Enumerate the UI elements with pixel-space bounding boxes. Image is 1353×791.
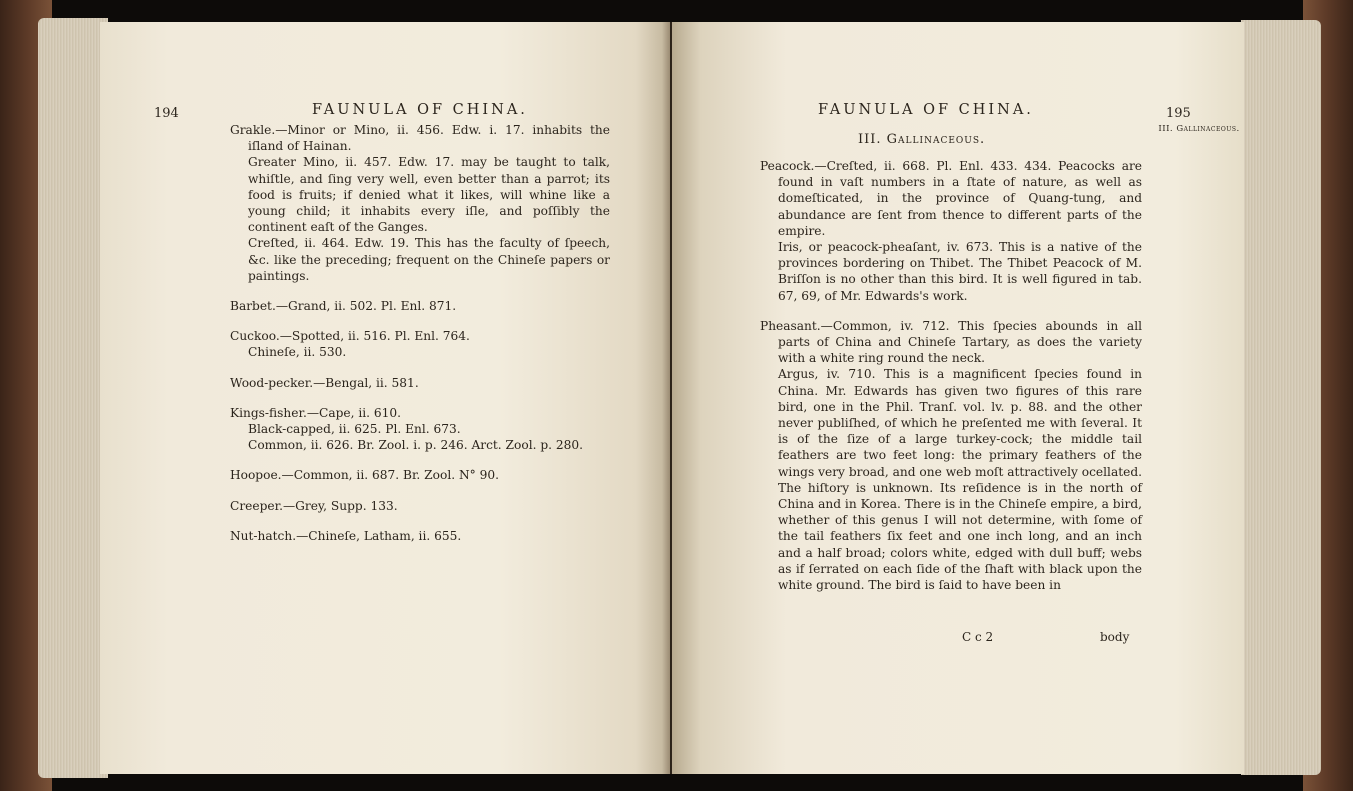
- left_page-paragraph: Grakle.—Minor or Mino, ii. 456. Edw. i. 17. inhabits the iſland of Hainan.: [230, 123, 610, 154]
- right_page-paragraph: Pheasant.—Common, iv. 712. This ſpecies abounds in all parts of China and Chineſe Tartary, as does the variety with a white ring round the neck.: [760, 318, 1142, 366]
- left-page-number: 194: [154, 106, 179, 121]
- right-text-column: [760, 158, 1142, 593]
- left-text-column: [230, 122, 610, 544]
- left-running-header: FAUNULA OF CHINA.: [312, 102, 528, 118]
- left_page-paragraph: Creſted, ii. 464. Edw. 19. This has the faculty of ſpeech, &c. like the preceding; frequent on the Chineſe papers or paintings.: [248, 236, 610, 283]
- left_page-paragraph: Chineſe, ii. 530.: [248, 345, 347, 360]
- left_page-paragraph: Black-capped, ii. 625. Pl. Enl. 673.: [248, 422, 461, 437]
- left_page-paragraph: Barbet.—Grand, ii. 502. Pl. Enl. 871.: [230, 299, 457, 314]
- left_page-paragraph: Nut-hatch.—Chineſe, Latham, ii. 655.: [230, 528, 462, 543]
- left_page-paragraph: Creeper.—Grey, Supp. 133.: [230, 498, 398, 513]
- left_page-paragraph: Hoopoe.—Common, ii. 687. Br. Zool. N° 90.: [230, 468, 499, 483]
- left_page-paragraph: Greater Mino, ii. 457. Edw. 17. may be taught to talk, whiſtle, and ſing very well, even better than a parrot; its food is fruits; if denied what it likes, will whine like a young child; it inhabits every iſle, and poſſibly the continent eaſt of the Ganges.: [248, 155, 610, 235]
- signature-mark: C c 2: [962, 630, 994, 644]
- right-page: [672, 22, 1244, 774]
- right_page-paragraph: Argus, iv. 710. This is a magnificent ſpecies found in China. Mr. Edwards has given two figures of this rare bird, one in the Phil. Tranſ. vol. lv. p. 88. and the other never publiſhed, of which he preſented me with ſeveral. It is of the ſize of a large turkey-cock; the middle tail feathers are two feet long: the primary feathers of the wings very broad, and one web moſt attractively ocellated. The hiſtory is unknown. Its reſidence is in the north of China and in Korea. There is in the Chineſe empire, a bird, whether of this genus I will not determine, with ſome of the tail feathers ſix feet and one inch long, and an inch and a half broad; colors white, edged with dull buff; webs as if ſerrated on each ſide of the ſhaft with black upon the white ground. The bird is ſaid to have been in: [778, 367, 1142, 593]
- right-page-number: 195: [1166, 106, 1191, 121]
- left-page: [100, 22, 670, 774]
- right_page-paragraph: Peacock.—Creſted, ii. 668. Pl. Enl. 433. 434. Peacocks are found in vaſt numbers in a ſtate of nature, as well as domeſticated, in the province of Quang-tung, and abundance are ſent from thence to different parts of the empire.: [760, 159, 1142, 238]
- right_page-paragraph: Iris, or peacock-pheaſant, iv. 673. This is a native of the provinces bordering on Thibet. The Thibet Peacock of M. Briſſon is no other than this bird. It is well figured in tab. 67, 69, of Mr. Edwards's work.: [778, 240, 1142, 303]
- left_page-paragraph: Wood-pecker.—Bengal, ii. 581.: [230, 375, 419, 390]
- section-title: III. Gallinaceous.: [858, 132, 986, 147]
- left_page-paragraph: Kings-fisher.—Cape, ii. 610.: [230, 405, 402, 420]
- catchword: body: [1100, 630, 1130, 644]
- left_page-paragraph: Common, ii. 626. Br. Zool. i. p. 246. Arct. Zool. p. 280.: [248, 438, 584, 453]
- left-page-edges: [38, 18, 108, 778]
- left_page-paragraph: Cuckoo.—Spotted, ii. 516. Pl. Enl. 764.: [230, 329, 470, 344]
- right-page-edges: [1241, 20, 1321, 775]
- right-running-header: FAUNULA OF CHINA.: [818, 102, 1034, 118]
- side-note: III. Gallinaceous.: [1158, 124, 1240, 134]
